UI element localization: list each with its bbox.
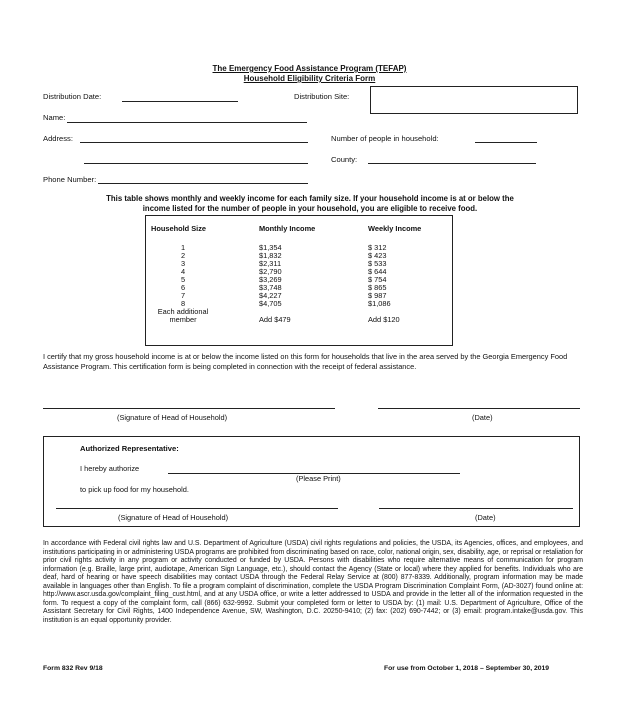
monthly-cell: $1,354 — [259, 243, 282, 252]
form-usage-period: For use from October 1, 2018 – September 30, 2019 — [384, 665, 550, 672]
address-field-line-2[interactable] — [84, 163, 308, 164]
distribution-date-label: Distribution Date: — [43, 92, 102, 101]
please-print-caption: (Please Print) — [296, 474, 341, 483]
monthly-cell: $2,311 — [259, 259, 282, 268]
name-label: Name: — [43, 113, 66, 122]
monthly-cell: $3,748 — [259, 283, 282, 292]
weekly-column — [368, 244, 400, 324]
income-table — [145, 215, 453, 346]
additional-label-2: member — [169, 315, 197, 324]
size-cell: 5 — [180, 275, 186, 284]
weekly-cell: $ 987 — [368, 291, 387, 300]
weekly-cell: $ 754 — [368, 275, 387, 284]
program-title: The Emergency Food Assistance Program (TEFAP) — [212, 64, 407, 73]
authorized-title: Authorized Representative: — [80, 444, 179, 453]
auth-date-caption: (Date) — [475, 513, 496, 522]
authorized-representative-box — [43, 436, 580, 527]
county-label: County: — [331, 155, 358, 164]
size-cell: 1 — [180, 243, 186, 252]
size-cell: 8 — [180, 299, 186, 308]
address-field-line-1[interactable] — [80, 142, 308, 143]
phone-label: Phone Number: — [43, 175, 97, 184]
form-title — [0, 64, 619, 84]
header-household-size: Household Size — [151, 224, 207, 233]
additional-monthly: Add $479 — [259, 315, 291, 324]
monthly-column — [259, 244, 291, 324]
certification-text: I certify that my gross household income is at or below the income listed on this form for households that live in the area served by the Georgia Emergency Food Assistance Program. This certification form is being completed in connection with the receipt of federal assistance. — [43, 352, 568, 371]
weekly-cell: $ 865 — [368, 283, 387, 292]
intro-line-2: income listed for the number of people in your household, you are eligible to receive food. — [142, 204, 478, 213]
head-signature-caption: (Signature of Head of Household) — [117, 413, 228, 422]
additional-weekly: Add $120 — [368, 315, 400, 324]
num-people-field[interactable] — [475, 142, 537, 143]
monthly-cell: $4,227 — [259, 291, 282, 300]
num-people-label: Number of people in household: — [331, 134, 439, 143]
auth-date-field[interactable] — [379, 508, 573, 509]
distribution-site-label: Distribution Site: — [294, 92, 350, 101]
auth-head-signature-field[interactable] — [56, 508, 338, 509]
distribution-date-field[interactable] — [122, 101, 238, 102]
size-cell: 4 — [180, 267, 186, 276]
weekly-cell: $1,086 — [368, 299, 391, 308]
weekly-cell: $ 533 — [368, 259, 387, 268]
monthly-cell: $1,832 — [259, 251, 282, 260]
distribution-site-field[interactable] — [370, 86, 578, 114]
monthly-cell: $3,269 — [259, 275, 282, 284]
form-number: Form 832 Rev 9/18 — [43, 665, 103, 672]
weekly-cell: $ 312 — [368, 243, 387, 252]
pickup-text: to pick up food for my household. — [80, 485, 189, 494]
phone-field[interactable] — [98, 183, 308, 184]
header-monthly-income: Monthly Income — [259, 224, 316, 233]
monthly-cell: $2,790 — [259, 267, 282, 276]
name-field[interactable] — [67, 122, 307, 123]
size-cell: 3 — [180, 259, 186, 268]
signature-date-caption: (Date) — [472, 413, 493, 422]
size-cell: 2 — [180, 251, 186, 260]
intro-line-1: This table shows monthly and weekly income for each family size. If your household income is at or below the — [106, 194, 514, 203]
eligibility-intro — [40, 194, 580, 214]
weekly-cell: $ 644 — [368, 267, 387, 276]
size-cell: 6 — [180, 283, 186, 292]
monthly-cell: $4,705 — [259, 299, 282, 308]
form-subtitle: Household Eligibility Criteria Form — [243, 74, 376, 83]
size-cell: 7 — [180, 291, 186, 300]
auth-head-signature-caption: (Signature of Head of Household) — [118, 513, 229, 522]
county-field[interactable] — [368, 163, 536, 164]
authorize-text: I hereby authorize — [80, 464, 140, 473]
additional-label-1: Each additional — [157, 307, 209, 316]
size-column — [146, 244, 220, 324]
head-signature-field[interactable] — [43, 408, 335, 409]
header-weekly-income: Weekly Income — [368, 224, 422, 233]
weekly-cell: $ 423 — [368, 251, 387, 260]
signature-date-field[interactable] — [378, 408, 580, 409]
nondiscrimination-statement: In accordance with Federal civil rights law and U.S. Department of Agriculture (USDA) civil rights regulations and policies, the USDA, its Agencies, offices, and employees, and institutions participating in or administering USDA programs are prohibited from discriminating based on race, color, national origin, sex, disability, age, or reprisal or retaliation for prior civil rights activity in any program or activity conducted or funded by USDA. Persons with disabilities who require alternative means of communication for program information (e.g. Braille, large print, audiotape, American Sign Language, etc.), should contact the Agency (State or local) where they applied for benefits. Individuals who are deaf, hard of hearing or have speech disabilities may contact USDA through the Federal Relay Service at (800) 877-8339. Additionally, program information may be made available in languages other than English. To file a program complaint of discrimination, complete the USDA Program Discrimination Complaint Form, (AD-3027) found online at: http://www.ascr.usda.gov/complaint_filing_cust.html, and at any USDA office, or write a letter addressed to USDA and provide in the letter all of the information requested in the form. To request a copy of the complaint form, call (866) 632-9992. Submit your completed form or letter to USDA by: (1) mail: U.S. Department of Agriculture, Office of the Assistant Secretary for Civil Rights, 1400 Independence Avenue, SW, Washington, D.C. 20250-9410; (2) fax: (202) 690-7442; or (3) email: program.intake@usda.gov. This institution is an equal opportunity provider. — [43, 540, 583, 624]
address-label: Address: — [43, 134, 73, 143]
